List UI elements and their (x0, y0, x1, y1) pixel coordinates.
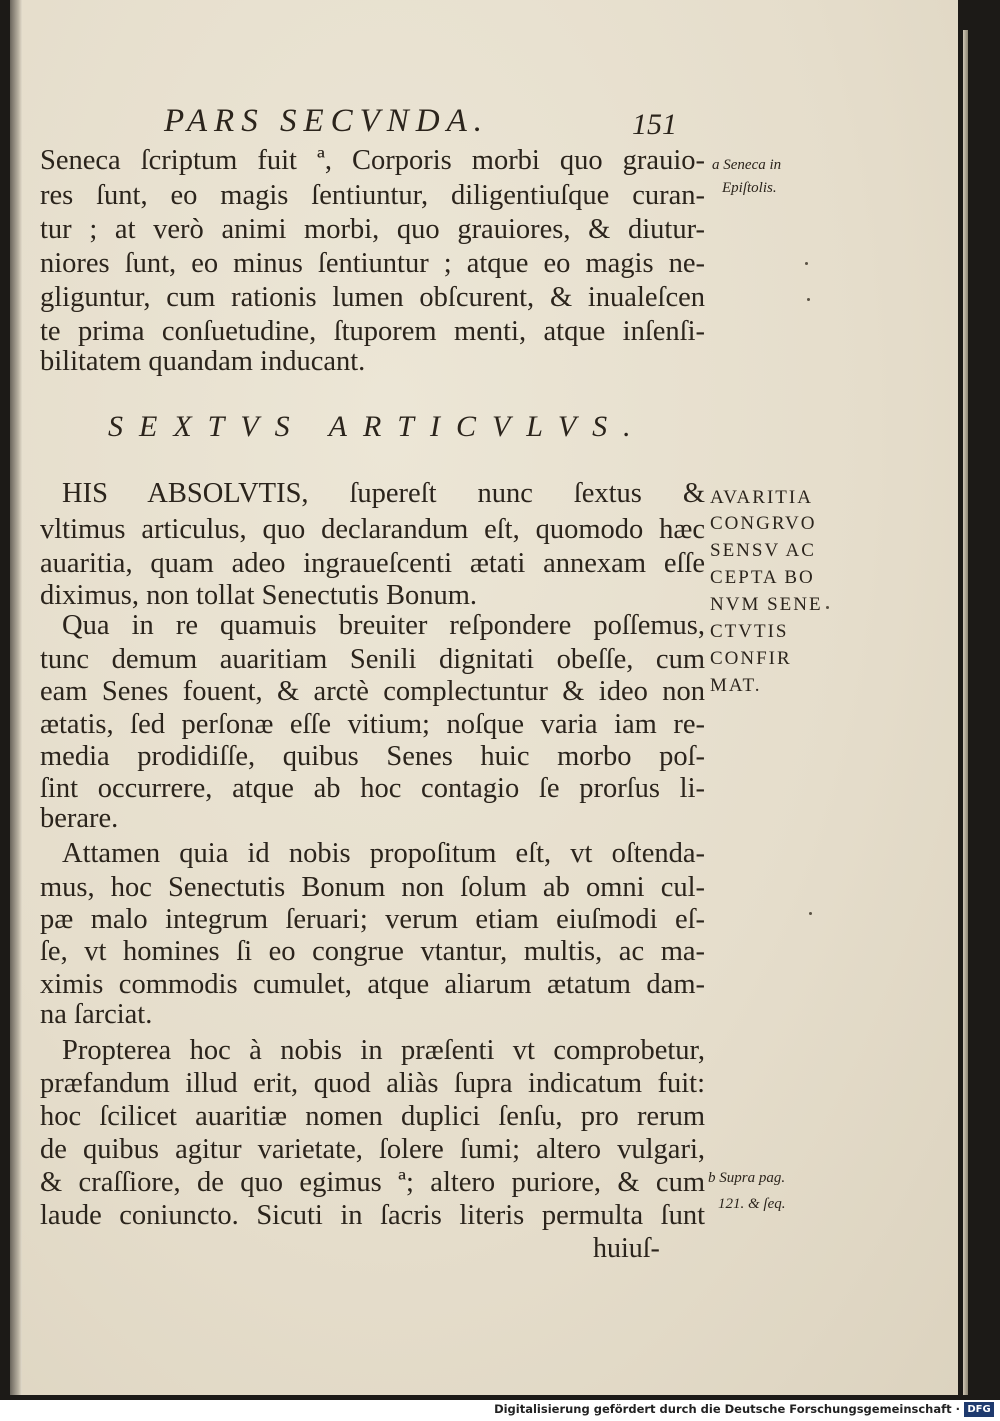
text-line: res ſunt, eo magis ſentiuntur, diligentiuſque curan- (40, 180, 705, 211)
text-line: Qua in re quamuis breuiter reſpondere poſſemus, (62, 610, 705, 641)
text-line: pæ malo integrum ſeruari; verum etiam eiuſmodi eſ- (40, 904, 705, 935)
margin-summary-line: SENSV AC (710, 540, 816, 561)
text-line: bilitatem quandam inducant. (40, 346, 366, 377)
text-line: tur ; at verò animi morbi, quo grauiores, & diutur- (40, 214, 705, 245)
text-line: tunc demum auaritiam Senili dignitati obeſſe, cum (40, 644, 705, 675)
margin-summary-line: MAT. (710, 675, 762, 696)
text-line: ætatis, ſed perſonæ eſſe vitium; noſque varia iam re- (40, 709, 705, 740)
margin-summary-line: AVARITIA (710, 487, 813, 508)
text-line: mus, hoc Senectutis Bonum non ſolum ab omni cul- (40, 872, 705, 903)
text-line: ximis commodis cumulet, atque aliarum ætatum dam- (40, 969, 705, 1000)
text-line: & craſſiore, de quo egimus ª; altero puriore, & cum (40, 1167, 705, 1198)
text-line: ſe, vt homines ſi eo congrue vtantur, multis, ac ma- (40, 936, 705, 967)
paper-speck (807, 298, 810, 301)
text-line: præfandum illud erit, quod aliàs ſupra indicatum fuit: (40, 1068, 705, 1099)
footer-bar (0, 1400, 1000, 1421)
margin-summary-line: CEPTA BO (710, 567, 815, 588)
text-line: eam Senes fouent, & arctè complectuntur & ideo non (40, 676, 705, 707)
text-line: niores ſunt, eo minus ſentiuntur ; atque eo magis ne- (40, 248, 705, 279)
text-line: gliguntur, cum rationis lumen obſcurent, & inualeſcen (40, 282, 705, 313)
running-title: PARS SECVNDA. (164, 103, 490, 139)
margin-note-a: Epiſtolis. (722, 180, 777, 196)
margin-summary-line: CONGRVO (710, 513, 817, 534)
margin-summary-line: NVM SENE (710, 594, 823, 615)
text-line: ſint occurrere, atque ab hoc contagio ſe prorſus li- (40, 773, 705, 804)
text-line: de quibus agitur varietate, ſolere ſumi; altero vulgari, (40, 1134, 705, 1165)
margin-summary-line: CTVTIS (710, 621, 789, 642)
paper-speck (826, 606, 829, 609)
text-line: berare. (40, 803, 119, 834)
paper-speck (805, 262, 808, 265)
footer-credit: Digitalisierung gefördert durch die Deutsche Forschungsgemeinschaft · (494, 1402, 960, 1416)
margin-note-a: a Seneca in (712, 157, 782, 173)
text-line: Propterea hoc à nobis in præſenti vt comprobetur, (62, 1035, 705, 1066)
margin-note-b: 121. & ſeq. (718, 1196, 786, 1212)
catchword: huiuſ- (593, 1233, 660, 1264)
text-line: te prima conſuetudine, ſtuporem menti, atque inſenſi- (40, 316, 705, 347)
dfg-logo-icon: DFG (964, 1402, 994, 1417)
text-line: Attamen quia id nobis propoſitum eſt, vt oſtenda- (62, 838, 705, 869)
text-line: laude coniuncto. Sicuti in ſacris literis permulta ſunt (40, 1200, 705, 1231)
text-line: auaritia, quam adeo ingraueſcenti ætati annexam eſſe (40, 548, 705, 579)
book-page (10, 0, 958, 1395)
margin-note-b: b Supra pag. (708, 1170, 786, 1186)
text-line: diximus, non tollat Senectutis Bonum. (40, 580, 477, 611)
margin-summary-line: CONFIR (710, 648, 792, 669)
book-spine (10, 0, 22, 1395)
page-number: 151 (632, 108, 677, 141)
text-line: Seneca ſcriptum fuit ª, Corporis morbi quo grauio- (40, 145, 705, 176)
section-title: SEXTVS ARTICVLVS. (108, 410, 647, 443)
text-line: hoc ſcilicet auaritiæ nomen duplici ſenſu, pro rerum (40, 1101, 705, 1132)
paper-speck (809, 912, 812, 915)
text-line: na ſarciat. (40, 999, 153, 1030)
text-line: media prodidiſſe, quibus Senes huic morbo poſ- (40, 741, 705, 772)
text-line: vltimus articulus, quo declarandum eſt, quomodo hæc (40, 514, 705, 545)
text-line: HIS ABSOLVTIS, ſupereſt nunc ſextus & (62, 478, 705, 509)
page-edge (963, 30, 968, 1395)
